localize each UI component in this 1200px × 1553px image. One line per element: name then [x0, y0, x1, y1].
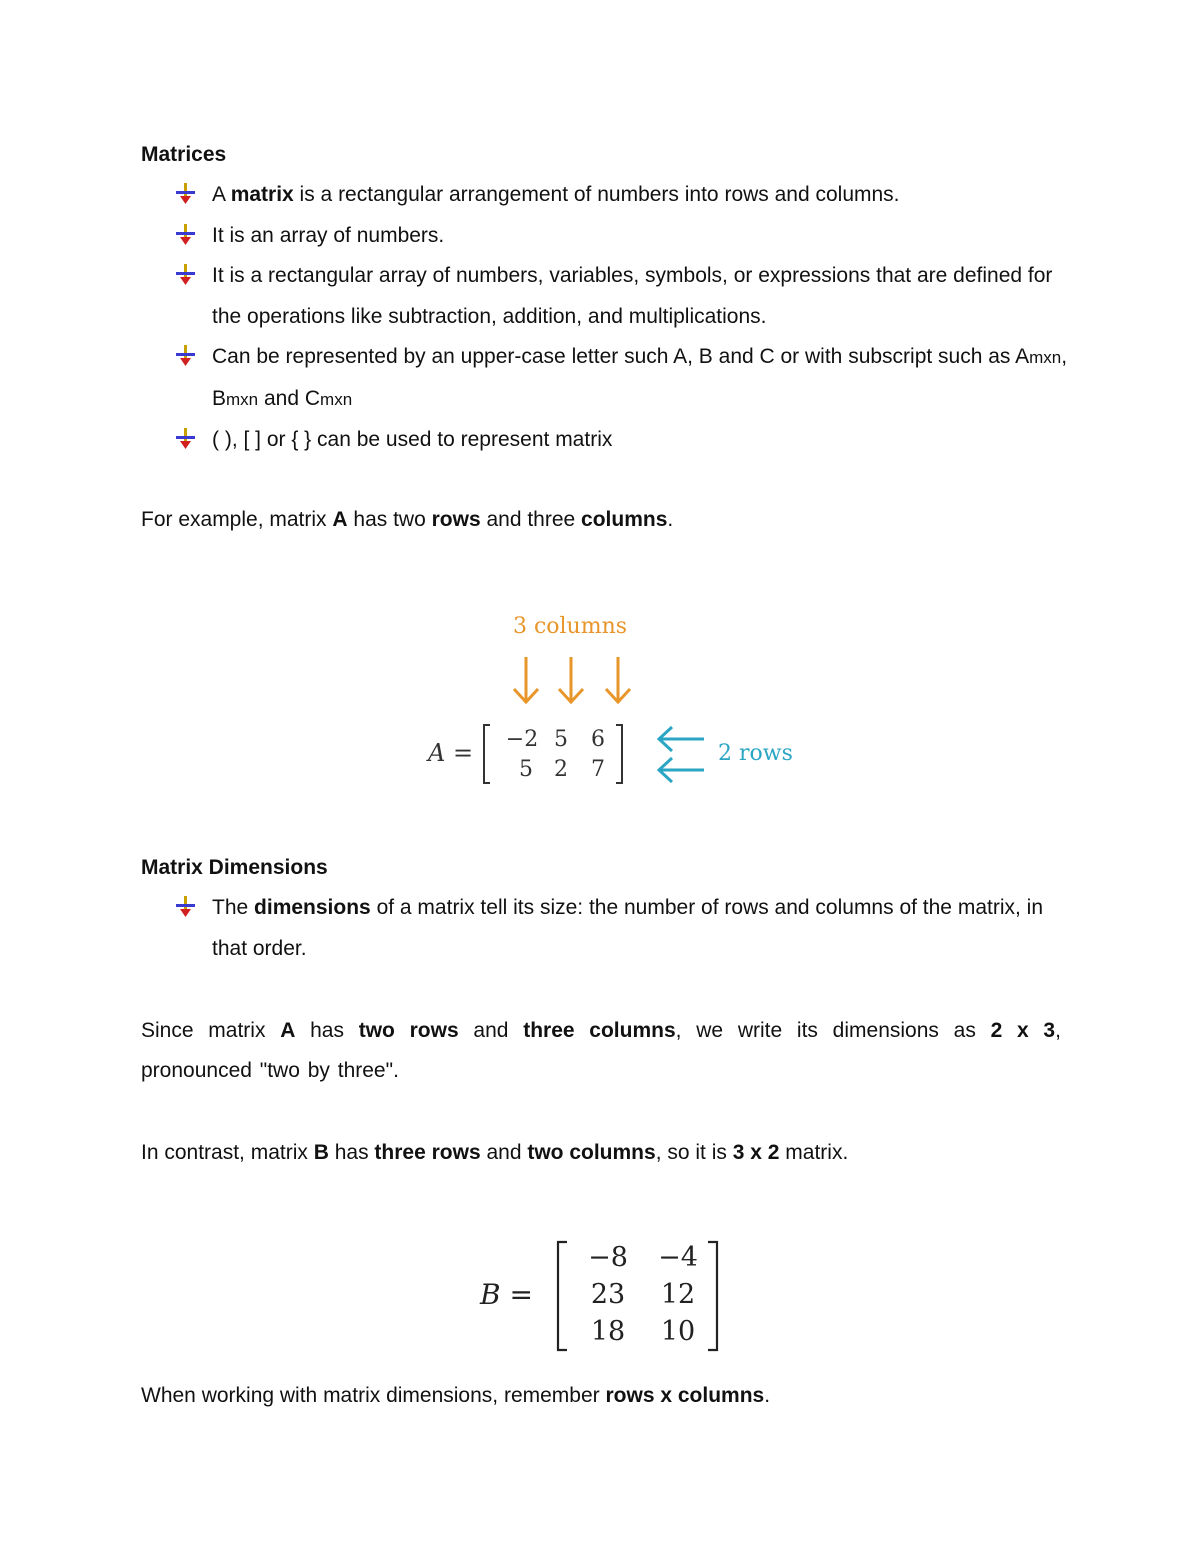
matrix-letter: C [304, 386, 321, 410]
closing-paragraph [141, 1376, 1061, 1416]
matrix-cell: 6 [591, 727, 605, 752]
matrix-cell: 5 [519, 757, 533, 782]
bold-run: rows x columns [605, 1384, 765, 1407]
left-arrow-icon [659, 727, 704, 751]
bullet-bold-term: matrix [230, 183, 294, 206]
list-item [174, 337, 1074, 420]
bold-run: two rows [358, 1019, 459, 1042]
text-run: For example, matrix [141, 508, 333, 531]
text-run: , so it is [655, 1141, 733, 1164]
matrix-cell: 2 [554, 757, 568, 782]
rows-label: 2 rows [718, 741, 793, 766]
subscript: mxn [320, 389, 353, 409]
matrix-cell: 18 [590, 1316, 626, 1347]
bold-run: 2 x 3 [990, 1019, 1056, 1042]
list-item [174, 216, 1074, 257]
matrix-b-lhs: B = [480, 1278, 533, 1311]
matrix-cell: 12 [660, 1279, 696, 1310]
matrices-bullet-list [174, 175, 1074, 461]
text-run: matrix. [779, 1141, 849, 1164]
subscript: mxn [226, 389, 259, 409]
contrast-paragraph [141, 1133, 1061, 1173]
arrow-down-bullet-icon [174, 895, 198, 919]
arrow-down-bullet-icon [174, 427, 198, 451]
bold-run: A [332, 508, 348, 531]
dimensions-explanation-paragraph [141, 1011, 1061, 1091]
bullet-text: It is an array of numbers. [212, 223, 445, 247]
matrix-cell: −8 [588, 1242, 628, 1273]
list-item [174, 420, 1074, 461]
matrix-a-figure [420, 605, 800, 805]
text-run: and [458, 1019, 524, 1042]
text-run: . [764, 1384, 771, 1407]
text-run: and [480, 1141, 528, 1164]
bullet-text: A [212, 183, 231, 206]
bold-run: B [313, 1141, 329, 1164]
arrow-down-bullet-icon [174, 263, 198, 287]
text-run: Since matrix [141, 1019, 281, 1042]
bold-run: 3 x 2 [732, 1141, 780, 1164]
text-run: has [295, 1019, 359, 1042]
arrow-down-bullet-icon [174, 344, 198, 368]
separator: , [1061, 345, 1068, 368]
text-run: When working with matrix dimensions, remember [141, 1384, 606, 1407]
columns-label: 3 columns [512, 614, 628, 639]
bullet-text: of a matrix tell its size: the number of rows and columns of the matrix, in that order. [212, 896, 1044, 960]
bullet-text: The [212, 896, 255, 919]
text-run: In contrast, matrix [141, 1141, 314, 1164]
bullet-bold-term: dimensions [254, 896, 371, 919]
subscript: mxn [1029, 348, 1062, 367]
bullet-text: It is a rectangular array of numbers, variables, symbols, or expressions that are defined for the operations like subtraction, addition, and multiplications. [212, 264, 1053, 328]
matrix-a-entries [506, 727, 605, 782]
arrow-down-bullet-icon [174, 223, 198, 247]
bold-run: two columns [527, 1141, 656, 1164]
down-arrow-icon [559, 657, 583, 702]
text-run: , we write its dimensions as [675, 1019, 991, 1042]
text-run: . [667, 508, 674, 531]
down-arrow-icon [606, 657, 630, 702]
list-item [174, 256, 1074, 337]
bold-run: columns [581, 508, 668, 531]
matrix-cell: 23 [590, 1279, 626, 1310]
column-arrows [514, 657, 630, 702]
list-item [174, 888, 1074, 969]
bullet-text: is a rectangular arrangement of numbers into rows and columns. [293, 183, 900, 206]
arrow-down-bullet-icon [174, 182, 198, 206]
list-item [174, 175, 1074, 216]
text-run: has two [347, 508, 432, 531]
text-run: has [328, 1141, 375, 1164]
row-arrows [659, 727, 704, 782]
bold-run: rows [431, 508, 481, 531]
matrix-a-lhs: A = [428, 739, 474, 767]
matrix-cell: −4 [658, 1242, 698, 1273]
matrix-cell: 7 [591, 757, 605, 782]
bullet-text: ( ), [ ] or { } can be used to represent matrix [212, 428, 613, 451]
matrix-cell: 5 [554, 727, 568, 752]
matrix-letter: A [1015, 345, 1030, 368]
bold-run: three columns [523, 1019, 676, 1042]
bold-run: A [280, 1019, 296, 1042]
bullet-text: Can be represented by an upper-case letter such A, B and C or with subscript such as [212, 345, 1016, 368]
matrix-cell: −2 [505, 727, 539, 752]
text-run: , pronounced "two by three". [141, 1019, 1061, 1082]
matrix-b-figure [470, 1230, 730, 1360]
matrix-letter: B [212, 386, 227, 410]
down-arrow-icon [514, 657, 538, 702]
matrix-b-entries [588, 1242, 698, 1347]
section-title-matrices: Matrices [141, 143, 227, 166]
section-title-matrix-dimensions: Matrix Dimensions [141, 856, 328, 879]
dimensions-bullet-list [174, 888, 1074, 969]
matrix-cell: 10 [660, 1316, 696, 1347]
left-arrow-icon [659, 758, 704, 782]
separator: and [258, 386, 305, 410]
bold-run: three rows [374, 1141, 481, 1164]
example-paragraph [141, 500, 1061, 540]
text-run: and three [480, 508, 582, 531]
